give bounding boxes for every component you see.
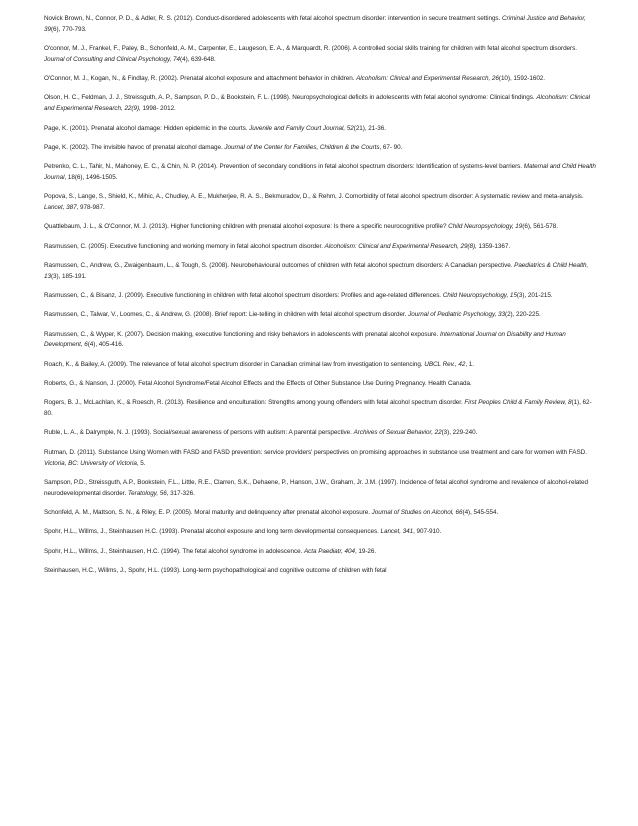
reference-entry: Rutman, D. (2011). Substance Using Women with FASD and FASD prevention: service providers' perspectives on promising approaches in substance use treatment and care for women with FASD. Victoria, BC: University of Victoria, 5.: [44, 448, 587, 467]
reference-entry: O'Connor, M. J., Kogan, N., & Findlay, R. (2002). Prenatal alcohol exposure and attachment behavior in children. Alcoholism: Clinical and Experimental Research, 26(10), 1592-1602.: [44, 75, 545, 83]
reference-entry: Quattlebaum, J. L., & O'Connor, M. J. (2013). Higher functioning children with prenatal alcohol exposure: Is there a specific neurocognitive profile? Child Neuropsychology, 19(6), 561-578.: [44, 223, 558, 231]
reference-entry: Ruble, L. A., & Dalrymple, N. J. (1993). Social/sexual awareness of persons with autism: A parental perspective. Archives of Sexual Behavior, 22(3), 229-240.: [44, 429, 478, 437]
reference-entry: Rasmussen, C., & Wyper, K. (2007). Decision making, executive functioning and risky behaviors in adolescents with prenatal alcohol exposure. International Journal on Disability and Human Development, 6(4), 405-416.: [44, 330, 566, 349]
reference-entry: O'connor, M. J., Frankel, F., Paley, B., Schonfeld, A. M., Carpenter, E., Laugeson, E. A., & Marquardt, R. (2006). A controlled social skills training for children with fetal alcohol spectrum disorders. Journal of Consulting and Clinical Psychology, 74(4), 639-648.: [44, 45, 577, 63]
reference-entry: Rasmussen, C., Andrew, G., Zwaigenbaum, L., & Tough, S. (2008). Neurobehavioural outcomes of children with fetal alcohol spectrum disorders: A Canadian perspective. Paediatrics & Child Health, 13(3), 185-191.: [44, 261, 589, 280]
reference-entry: Steinhausen, H.C., Willms, J., Spohr, H.L. (1993). Long-term psychopathological and cognitive outcome of children with fetal: [44, 566, 387, 574]
reference-entry: Spohr, H.L., Willms, J., Steinhausen H.C. (1993). Prenatal alcohol exposure and long term developmental consequences. Lancet, 341, 907-910.: [44, 528, 442, 536]
reference-entry: Roach, K., & Bailey, A. (2009). The relevance of fetal alcohol spectrum disorder in Canadian criminal law from investigation to sentencing. UBCL Rev., 42, 1.: [44, 360, 474, 368]
reference-entry: Novick Brown, N., Connor, P. D., & Adler, R. S. (2012). Conduct-disordered adolescents with fetal alcohol spectrum disorder: intervention in secure treatment settings. Criminal Justice and Behavior, 39(6), 770-793.: [44, 15, 586, 33]
reference-entry: Schonfeld, A. M., Mattson, S. N., & Riley, E. P. (2005). Moral maturity and delinquency after prenatal alcohol exposure. Journal of Studies on Alcohol, 66(4), 545-554.: [44, 508, 499, 516]
reference-entry: Sampson, P.D., Streissguth, A.P., Bookstein, F.L., Little, R.E., Clarren, S.K., Dehaene, P., Hanson, J.W., Graham, Jr. J.M. (1997). Incidence of fetal alcohol syndrome and revalence of alcohol-related neurodevelopmental disorder. Teratology, 56, 317-326.: [44, 478, 588, 497]
reference-entry: Rogers, B. J., McLachlan, K., & Roesch, R. (2013). Resilience and enculturation: Strengths among young offenders with fetal alcohol spectrum disorder. First Peoples Child & Family Review, 8(1), 62-80.: [44, 399, 592, 418]
reference-entry: Popova, S., Lange, S., Shield, K., Mihic, A., Chudley, A. E., Mukherjee, R. A. S., Bekmuradov, D., & Rehm, J. Comorbidity of fetal alcohol spectrum disorder: A systematic review and meta-analysis. Lancet, 387, 978-987.: [44, 193, 584, 212]
reference-entry: Page, K. (2001). Prenatal alcohol damage: Hidden epidemic in the courts. Juvenile and Family Court Journal, 52(21), 21-36.: [44, 124, 386, 132]
reference-entry: Rasmussen, C. (2005). Executive functioning and working memory in fetal alcohol spectrum disorder. Alcoholism: Clinical and Experimental Research, 29(8), 1359-1367.: [44, 242, 511, 250]
reference-entry: Rasmussen, C., Talwar, V., Loomes, C., & Andrew, G. (2008). Brief report: Lie-telling in children with fetal alcohol spectrum disorder. Journal of Pediatric Psychology, 33(2), 220-225.: [44, 311, 541, 319]
reference-entry: Rasmussen, C., & Bisanz, J. (2009). Executive functioning in children with fetal alcohol spectrum disorders: Profiles and age-related differences. Child Neuropsychology, 15(3), 201-215.: [44, 292, 553, 300]
reference-entry: Olson, H. C., Feldman, J. J., Streissguth, A. P., Sampson, P. D., & Bookstein, F. L. (1998). Neuropsychological deficits in adolescents with fetal alcohol syndrome: Clinical findings. Alcoholism: Clinical and Experimental Research, 22(9), 1998- 2012.: [44, 94, 590, 113]
reference-entry: Roberts, G., & Nanson, J. (2000). Fetal Alcohol Syndrome/Fetal Alcohol Effects and the Effects of Other Substance Use During Pregnancy. Health Canada.: [44, 380, 472, 388]
reference-entry: Spohr, H.L., Willms, J., Steinhausen, H.C. (1994). The fetal alcohol syndrome in adolescence. Acta Paediatr, 404, 19-26.: [44, 547, 377, 555]
reference-entry: Petrenko, C. L., Tahir, N., Mahoney, E. C., & Chin, N. P. (2014). Prevention of secondary conditions in fetal alcohol spectrum disorders: Identification of systems-level barriers. Maternal and Child Health Journal, 18(6), 1496-1505.: [44, 163, 596, 181]
reference-entry: Page, K. (2002). The invisible havoc of prenatal alcohol damage. Journal of the Center for Families, Children & the Courts, 67- 90.: [44, 143, 403, 151]
